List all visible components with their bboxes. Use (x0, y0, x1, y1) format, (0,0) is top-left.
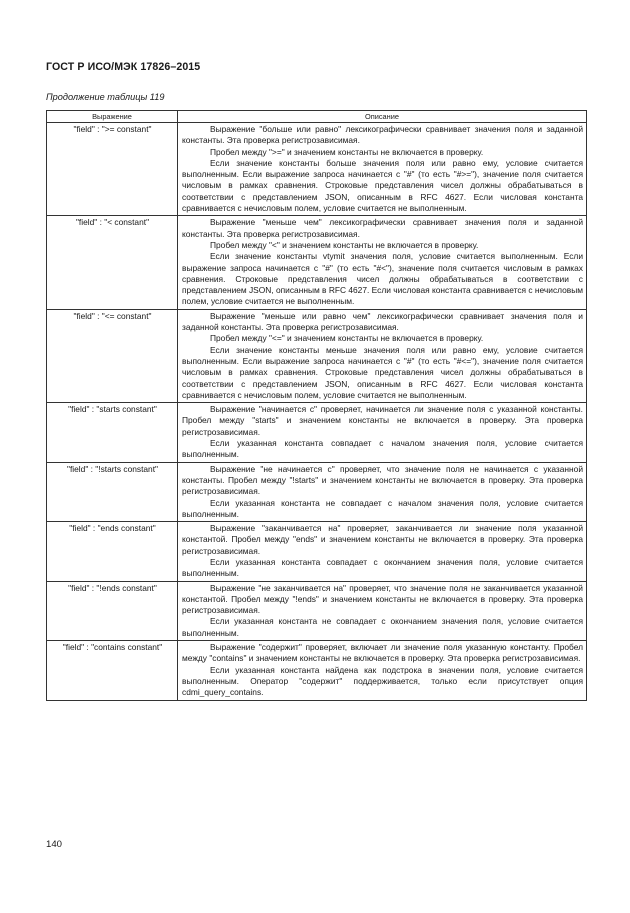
description-paragraph: Выражение "заканчивается на" проверяет, заканчивается ли значение поля указанной константой. Пробел между "ends" и значением константы не включается в проверку. Эта проверка регистрозависимая. (182, 523, 583, 556)
description-paragraph: Если указанная константа совпадает с началом значения поля, условие считается выполненным. (182, 438, 583, 460)
table-row (47, 123, 587, 216)
table-row (47, 462, 587, 521)
expression-cell: "field" : "contains constant" (47, 641, 178, 700)
description-paragraph: Выражение "меньше или равно чем" лексикографически сравнивает значения поля и заданной константы. Эта проверка регистрозависимая. (182, 310, 583, 333)
description-cell (178, 581, 587, 640)
table-caption: Продолжение таблицы 119 (46, 92, 165, 102)
description-paragraph: Пробел между "<" и значением константы не включается в проверку. (210, 239, 479, 250)
description-paragraph: Выражение "содержит" проверяет, включает ли значение поля указанную константу. Пробел между "contains" и значением константы не включается в проверку. Эта проверка регистрозависимая. (182, 642, 583, 664)
column-header-expression: Выражение (47, 111, 178, 123)
description-paragraph: Если значение константы больше значения поля или равно ему, условие считается выполненным. Если выражение запроса начинается с "#" (то есть "#>="), значение поля считается числовым в рамках сравнения. Строковые представления чисел должны обрабатываться в соответствии с представлением JSON, описанным в RFC 4627. Если числовая константа сравнивается с нечисловым полем, условие считается не выполненным. (182, 157, 583, 214)
description-paragraph: Пробел между "<=" и значением константы не включается в проверку. (210, 333, 484, 344)
table-row (47, 581, 587, 640)
expression-cell: "field" : ">= constant" (47, 123, 178, 216)
description-paragraph: Выражение "не начинается с" проверяет, что значение поля не начинается с указанной константы. Пробел между "!starts" и значением константы не включается в проверку. Эта проверка регистрозависимая. (182, 463, 583, 497)
expression-cell: "field" : "!starts constant" (47, 462, 178, 521)
description-cell (178, 216, 587, 309)
description-cell (178, 123, 587, 216)
description-cell (178, 462, 587, 521)
description-paragraph: Если значение константы vtymit значения поля, условие считается выполненным. Если выражение запроса начинается с "#" (то есть "#<"), значение поля считается числовым в рамках сравнения. Строковые представления чисел должны обрабатываться в соответствии с представлением JSON, описанным в RFC 4627. Если числовая константа сравнивается с нечисловым полем, условие считается не выполненным. (182, 251, 583, 307)
description-cell (178, 641, 587, 700)
table-row (47, 522, 587, 581)
table-row (47, 403, 587, 462)
document-header: ГОСТ Р ИСО/МЭК 17826–2015 (46, 61, 201, 73)
table-row (47, 309, 587, 402)
description-paragraph: Если указанная константа найдена как подстрока в значении поля, условие считается выполненным. Оператор "содержит" поддерживается, только если присутствует опция cdmi_query_contains. (182, 664, 583, 698)
description-paragraph: Если значение константы меньше значения поля или равно ему, условие считается выполненным. Если выражение запроса начинается с "#" (то есть "#<="), значение поля считается числовым в рамках сравнения. Строковые представления чисел должны обрабатываться в соответствии с представлением JSON, описанным в RFC 4627. Если числовая константа сравнивается с нечисловым полем, условие считается не выполненным. (182, 344, 583, 400)
expression-cell: "field" : "<= constant" (47, 309, 178, 402)
expression-cell: "field" : "starts constant" (47, 403, 178, 462)
description-paragraph: Если указанная константа совпадает с окончанием значения поля, условие считается выполненным. (182, 556, 583, 579)
description-cell (178, 309, 587, 402)
expression-table (46, 110, 587, 701)
table-header-row (47, 111, 587, 123)
table-row (47, 216, 587, 309)
expression-cell: "field" : "!ends constant" (47, 581, 178, 640)
description-paragraph: Выражение "не заканчивается на" проверяет, что значение поля не заканчивается указанной константой. Пробел между "!ends" и значением константы не включается в проверку. Эта проверка регистрозависимая. (182, 582, 583, 616)
description-cell (178, 522, 587, 581)
expression-cell: "field" : "ends constant" (47, 522, 178, 581)
description-paragraph: Выражение "меньше чем" лексикографически сравнивает значения поля и заданной константы. Эта проверка регистрозависимая. (182, 217, 583, 239)
column-header-description: Описание (178, 111, 587, 123)
description-paragraph: Выражение "больше или равно" лексикографически сравнивает значения поля и заданной константы. Эта проверка регистрозависимая. (182, 124, 583, 146)
description-paragraph: Выражение "начинается с" проверяет, начинается ли значение поля с указанной константы. Пробел между "starts" и значением константы не включается в проверку. Эта проверка регистрозависимая. (182, 404, 583, 437)
expression-cell: "field" : "< constant" (47, 216, 178, 309)
description-paragraph: Пробел между ">=" и значением константы не включается в проверку. (210, 146, 484, 157)
table-row (47, 641, 587, 700)
description-paragraph: Если указанная константа не совпадает с началом значения поля, условие считается выполненным. (182, 497, 583, 519)
description-paragraph: Если указанная константа не совпадает с окончанием значения поля, условие считается выполненным. (182, 616, 583, 638)
description-cell (178, 403, 587, 462)
page-number: 140 (46, 839, 63, 850)
